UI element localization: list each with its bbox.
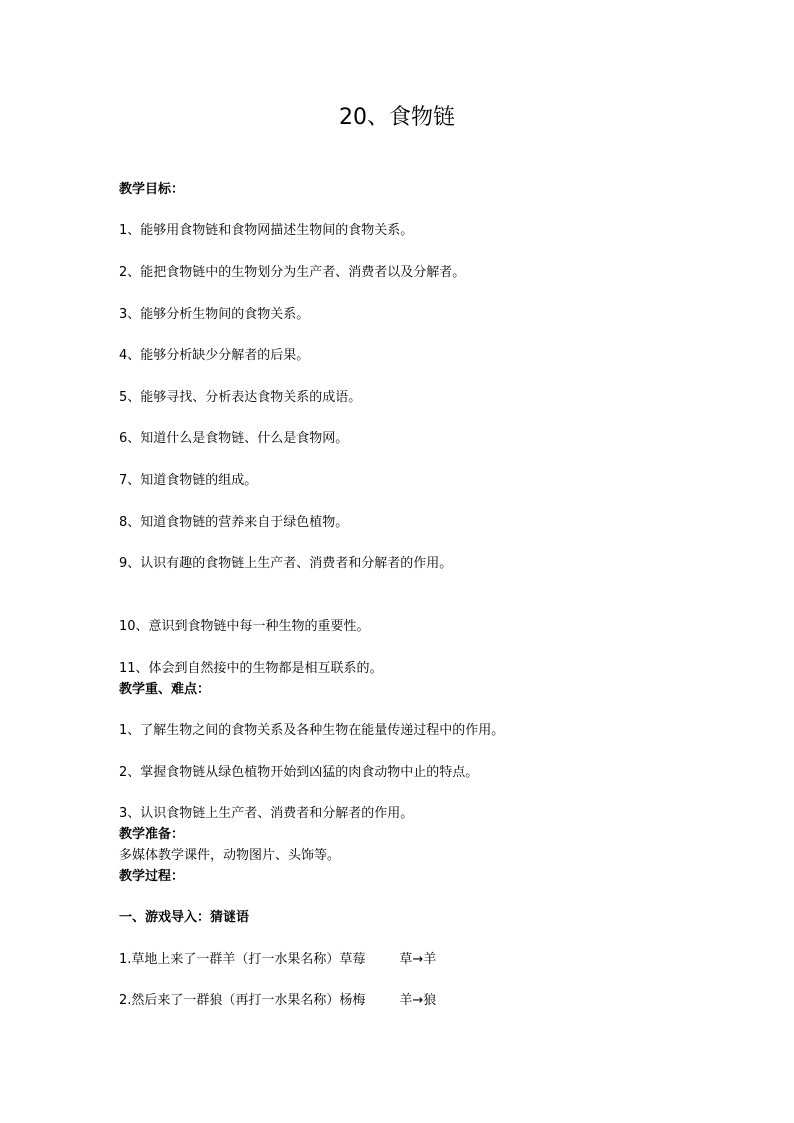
- key-points-heading: 教学重、难点：: [119, 682, 211, 697]
- riddle-question: 2.然后来了一群狼（再打一水果名称）杨梅: [119, 993, 366, 1008]
- objective-item: 7、知道食物链的组成。: [119, 473, 258, 488]
- page-title: 20、食物链: [339, 105, 455, 130]
- riddle-chain: 羊→狼: [399, 993, 437, 1008]
- section-heading: 一、游戏导入：猜谜语: [119, 910, 250, 925]
- objective-item: 6、知道什么是食物链、什么是食物网。: [119, 431, 349, 446]
- objective-item: 2、能把食物链中的生物划分为生产者、消费者以及分解者。: [119, 265, 466, 280]
- process-heading: 教学过程：: [119, 869, 185, 884]
- objectives-heading: 教学目标：: [119, 182, 185, 197]
- key-point-item: 3、认识食物链上生产者、消费者和分解者的作用。: [119, 806, 414, 821]
- riddle-line: [119, 992, 436, 1010]
- objective-item: 1、能够用食物链和食物网描述生物间的食物关系。: [119, 223, 414, 238]
- objective-item: 9、认识有趣的食物链上生产者、消费者和分解者的作用。: [119, 556, 453, 571]
- objective-item: 10、意识到食物链中每一种生物的重要性。: [119, 619, 370, 634]
- riddle-question: 1.草地上来了一群羊（打一水果名称）草莓: [119, 952, 366, 967]
- riddle-chain: 草→羊: [399, 952, 437, 967]
- riddle-line: [119, 951, 436, 969]
- objective-item: 11、体会到自然接中的生物都是相互联系的。: [119, 661, 383, 676]
- key-point-item: 1、了解生物之间的食物关系及各种生物在能量传递过程中的作用。: [119, 723, 505, 738]
- objective-item: 5、能够寻找、分析表达食物关系的成语。: [119, 390, 362, 405]
- key-point-item: 2、掌握食物链从绿色植物开始到凶猛的肉食动物中止的特点。: [119, 765, 479, 780]
- objective-item: 8、知道食物链的营养来自于绿色植物。: [119, 515, 349, 530]
- objective-item: 3、能够分析生物间的食物关系。: [119, 307, 310, 322]
- preparation-heading: 教学准备：: [119, 827, 185, 842]
- preparation-text: 多媒体教学课件，动物图片、头饰等。: [119, 848, 341, 863]
- objective-item: 4、能够分析缺少分解者的后果。: [119, 348, 310, 363]
